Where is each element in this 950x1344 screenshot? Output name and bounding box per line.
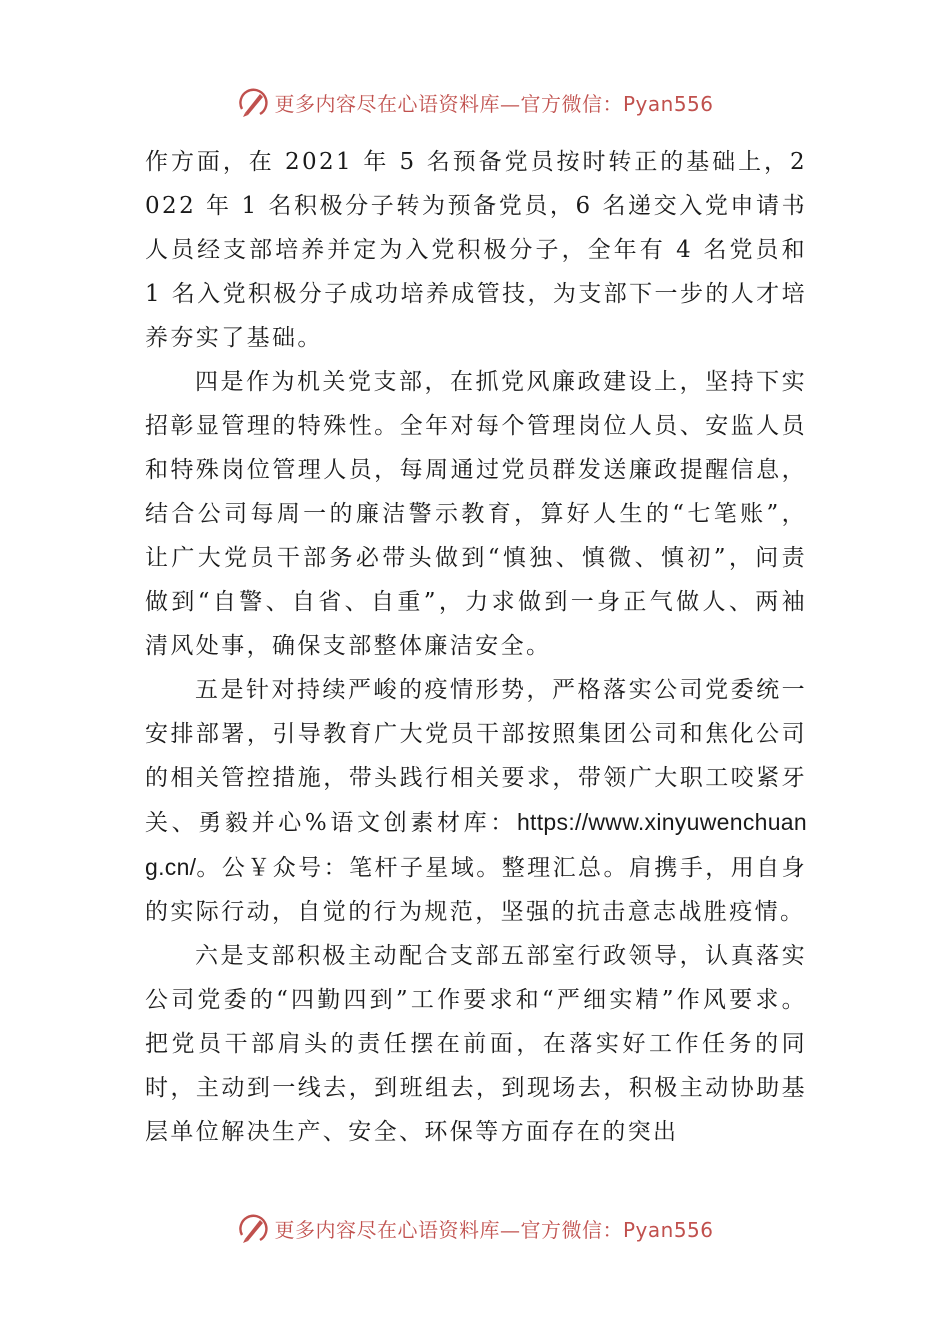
paragraph-five: 五是针对持续严峻的疫情形势，严格落实公司党委统一安排部署，引导教育广大党员干部按照集团公司和焦化公司的相关管控措施，带头践行相关要求，带领广大职工咬紧牙关、勇毅并心%语文创素材库：https://www.xinyuwenchuang.cn/。公￥众号：笔杆子星域。整理汇总。肩携手，用自身的实际行动，自觉的行为规范，坚强的抗击意志战胜疫情。 [145,677,807,925]
pen-circle-logo-icon [236,85,270,119]
header-watermark [0,80,950,124]
paragraph-six: 六是支部积极主动配合支部五部室行政领导，认真落实公司党委的“四勤四到”工作要求和“严细实精”作风要求。把党员干部肩头的责任摆在前面，在落实好工作任务的同时，主动到一线去，到班组去，到现场去，积极主动协助基层单位解决生产、安全、环保等方面存在的突出 [145,943,807,1145]
source-url: https://www.xinyuwenchuang.cn/ [145,809,807,880]
document-body [145,140,807,1154]
watermark-text: 更多内容尽在心语资料库—官方微信：Pyan556 [274,91,714,116]
footer-watermark [0,1206,950,1250]
pen-circle-logo-icon [236,1211,270,1245]
paragraph-continued: 作方面，在 2021 年 5 名预备党员按时转正的基础上，2022 年 1 名积极分子转为预备党员，6 名递交入党申请书人员经支部培养并定为入党积极分子，全年有 4 名党员和 1 名入党积极分子成功培养成管技，为支部下一步的人才培养夯实了基础。 [145,149,807,351]
watermark-text: 更多内容尽在心语资料库—官方微信：Pyan556 [274,1217,714,1242]
paragraph-four: 四是作为机关党支部，在抓党风廉政建设上，坚持下实招彰显管理的特殊性。全年对每个管理岗位人员、安监人员和特殊岗位管理人员，每周通过党员群发送廉政提醒信息，结合公司每周一的廉洁警示教育，算好人生的“七笔账”，让广大党员干部务必带头做到“慎独、慎微、慎初”，问责做到“自警、自省、自重”，力求做到一身正气做人、两袖清风处事，确保支部整体廉洁安全。 [145,369,807,659]
